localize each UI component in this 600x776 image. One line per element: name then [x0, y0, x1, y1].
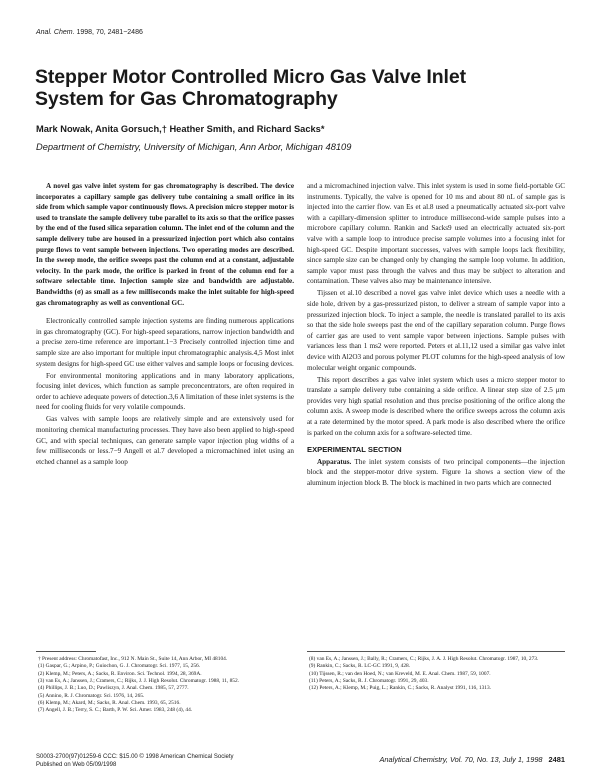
title-line-1: Stepper Motor Controlled Micro Gas Valve Inlet — [35, 66, 466, 88]
footnotes-left — [36, 656, 294, 715]
body-paragraph: This report describes a gas valve inlet system which uses a micro stepper motor to translate a sample delivery tube containing a side orifice. A linear step size of 2.5 μm provides very high spatial resolution and thus precise positioning of the orifice along the column axis. A sweep mode is described where the orifice sweeps across the column axis at a rate determined by the motor speed. A park mode is also described where the orifice is parked on the column axis for a software-selected time. — [307, 375, 565, 437]
footer-journal-citation: Analytical Chemistry, Vol. 70, No. 13, July 1, 1998 — [379, 755, 543, 764]
body-paragraph: Electronically controlled sample injection systems are finding numerous applications in gas chromatography (GC). For high-speed separations, narrow injection bandwidth and a precise zero-time reference are important.1−3 Precisely controlled injection time and sample size are also important for multiple input chromatographic analysis.4,5 Most inlet system designs for high-speed GC use either valves and sample loops or focusing devices. — [36, 317, 294, 368]
apparatus-runin-heading: Apparatus. — [317, 457, 352, 466]
footnote: (1) Gaspar, G.; Arpino, P.; Guiochon, G. J. Chromatogr. Sci. 1977, 15, 256. — [38, 663, 201, 670]
section-heading: EXPERIMENTAL SECTION — [307, 445, 402, 455]
footnote: (12) Peters, A.; Klemp, M.; Puig, L.; Rankin, C.; Sacks, R. Analyst 1991, 116, 1313. — [309, 685, 492, 692]
footnotes-right — [307, 656, 565, 693]
footnote: (8) van Es, A.; Janssen, J.; Bally, R.; Cramers, C.; Rijks, J. A. J. High Resolut. Chromatogr. 1987, 10, 273. — [309, 656, 539, 662]
footnote-divider — [36, 651, 96, 652]
footnote: (2) Klemp, M.; Peters, A.; Sacks, R. Environ. Sci. Technol. 1994, 28, 369A. — [38, 670, 202, 677]
body-paragraph: and a micromachined injection valve. This inlet system is used in some field-portable GC instruments. Typically, the valve is opened for 10 ms and about 80 nL of sample gas is injected into the carrier flow. van Es et al.8 used a pneumatically actuated six-port valve with a capillary-dimension splitter to introduce millisecond-wide sample pulses into a microbore capillary column. Rankin and Sacks9 used an electrically actuated six-port valve with a sample loop to introduce precise sample volumes into a focusing inlet for high-speed GC. Despite important successes, valves with sample loops lack flexibility, since sample size can be changed only by changing the sample loop volume. In addition, sample vapor must pass through the valves and thus may be subject to alteration and contamination. These valves also may be maintenance intensive. — [307, 182, 565, 286]
footnote: (4) Phillips, J. B.; Luo, D.; Pawliszyn, J. Anal. Chem. 1985, 57, 2777. — [38, 685, 189, 692]
right-column — [307, 181, 565, 489]
footnote: (7) Angell, J. B.; Terry, S. C.; Barth, P. W. Sci. Amer. 1983, 248 (4), 44. — [38, 707, 193, 714]
footer-copyright — [36, 754, 234, 769]
affiliation: Department of Chemistry, University of Michigan, Ann Arbor, Michigan 48109 — [36, 142, 352, 152]
article-title — [35, 66, 565, 110]
footnote: (3) van Es, A.; Janssen, J.; Cramers, C.; Rijks, J. J. High Resolut. Chromatogr. 1988, 11, 852. — [38, 678, 240, 685]
footer-ccc-line: S0003-2700(97)01259-6 CCC: $15.00 © 1998 American Chemical Society — [36, 754, 234, 760]
apparatus-text: The inlet system consists of two principal components—the injection block and the stepper-motor drive system. Figure 1a shows a section view of the aluminum injection block B. The block is machined in two parts which are connected — [307, 457, 565, 488]
footnote: (6) Klemp, M.; Akard, M.; Sacks, R. Anal. Chem. 1993, 65, 2516. — [38, 700, 181, 707]
body-paragraph: For environmental monitoring applications and in many laboratory applications, focusing inlet devices, which function as sample preconcentrators, are often required in order to achieve adequate powers of detection.3,6 A limitation of these inlet systems is the need for cooling fluids for very volatile compounds. — [36, 371, 294, 412]
footnote: (11) Peters, A.; Sacks, R. J. Chromatogr. 1991, 29, 403. — [309, 678, 429, 685]
footnote: (10) Tijssen, R.; van den Hoed, N.; van Kreveld, M. E. Anal. Chem. 1987, 59, 1007. — [309, 670, 491, 677]
apparatus-paragraph — [307, 457, 565, 489]
abstract: A novel gas valve inlet system for gas chromatography is described. The device incorporates a capillary sample gas delivery tube containing a small orifice in its side from which sample vapor continuously flows. A precision micro stepper motor is used to translate the sample delivery tube parallel to its axis so that the orifice passes by the end of the fused silica separation column. The inlet end of the column and the sample delivery tube are housed in a pressurized injection port which also contains purge flows to vent sample between injections. Two operating modes are described. In the sweep mode, the orifice sweeps past the column end at a constant, adjustable velocity. In the park mode, the orifice is parked in front of the column end for a software selectable time. Injection sample size and bandwidth are adjustable. Bandwidths (σ) as small as a few milliseconds make the inlet suitable for high-speed gas chromatography as well as conventional GC. — [36, 182, 294, 307]
page-number: 2481 — [548, 755, 565, 764]
footer-published-line: Published on Web 05/09/1998 — [36, 761, 117, 768]
footnote: (5) Annino, R. J. Chromatogr. Sci. 1976, 14, 265. — [38, 692, 145, 699]
footer-journal — [358, 755, 565, 764]
title-line-2: System for Gas Chromatography — [35, 88, 338, 110]
journal-abbrev: Anal. Chem. — [36, 29, 75, 36]
author-list: Mark Nowak, Anita Gorsuch,† Heather Smith, and Richard Sacks* — [36, 124, 325, 134]
body-paragraph: Tijssen et al.10 described a novel gas valve inlet device which uses a needle with a side hole, driven by a gas-pressurized piston, to deliver a stream of sample vapor into a pressurized injection block. To inject a sample, the needle is translated parallel to its axis so that the side hole sweeps past the end of the capillary separation column. Purge flows of carrier gas are used to vent sample vapor between injections. Sample pulses with variances less than 1 ms2 were reported. Peters et al.11,12 used a similar gas valve inlet device with Al2O3 and porous polymer PLOT columns for the high-speed analysis of low molecular weight organic compounds. — [307, 289, 565, 372]
body-paragraph: Gas valves with sample loops are relatively simple and are extensively used for monitoring chemical manufacturing processes. They have also been applied to high-speed GC, and with special techniques, can generate sample vapor injection plug widths of a few milliseconds or less.7−9 Angell et al.7 developed a micromachined inlet using an etched channel as a sample loop — [36, 415, 294, 466]
footnote: (9) Rankin, C.; Sacks, R. LC-GC 1991, 9, 428. — [309, 663, 411, 670]
left-column — [36, 181, 294, 467]
journal-header — [36, 29, 143, 36]
journal-citation: 1998, 70, 2481−2486 — [76, 29, 143, 36]
footnote: † Present address: Chromatofast, Inc., 912 N. Main St., Suite 14, Ann Arbor, MI 48104. — [38, 656, 228, 662]
footnote-divider — [307, 651, 565, 652]
